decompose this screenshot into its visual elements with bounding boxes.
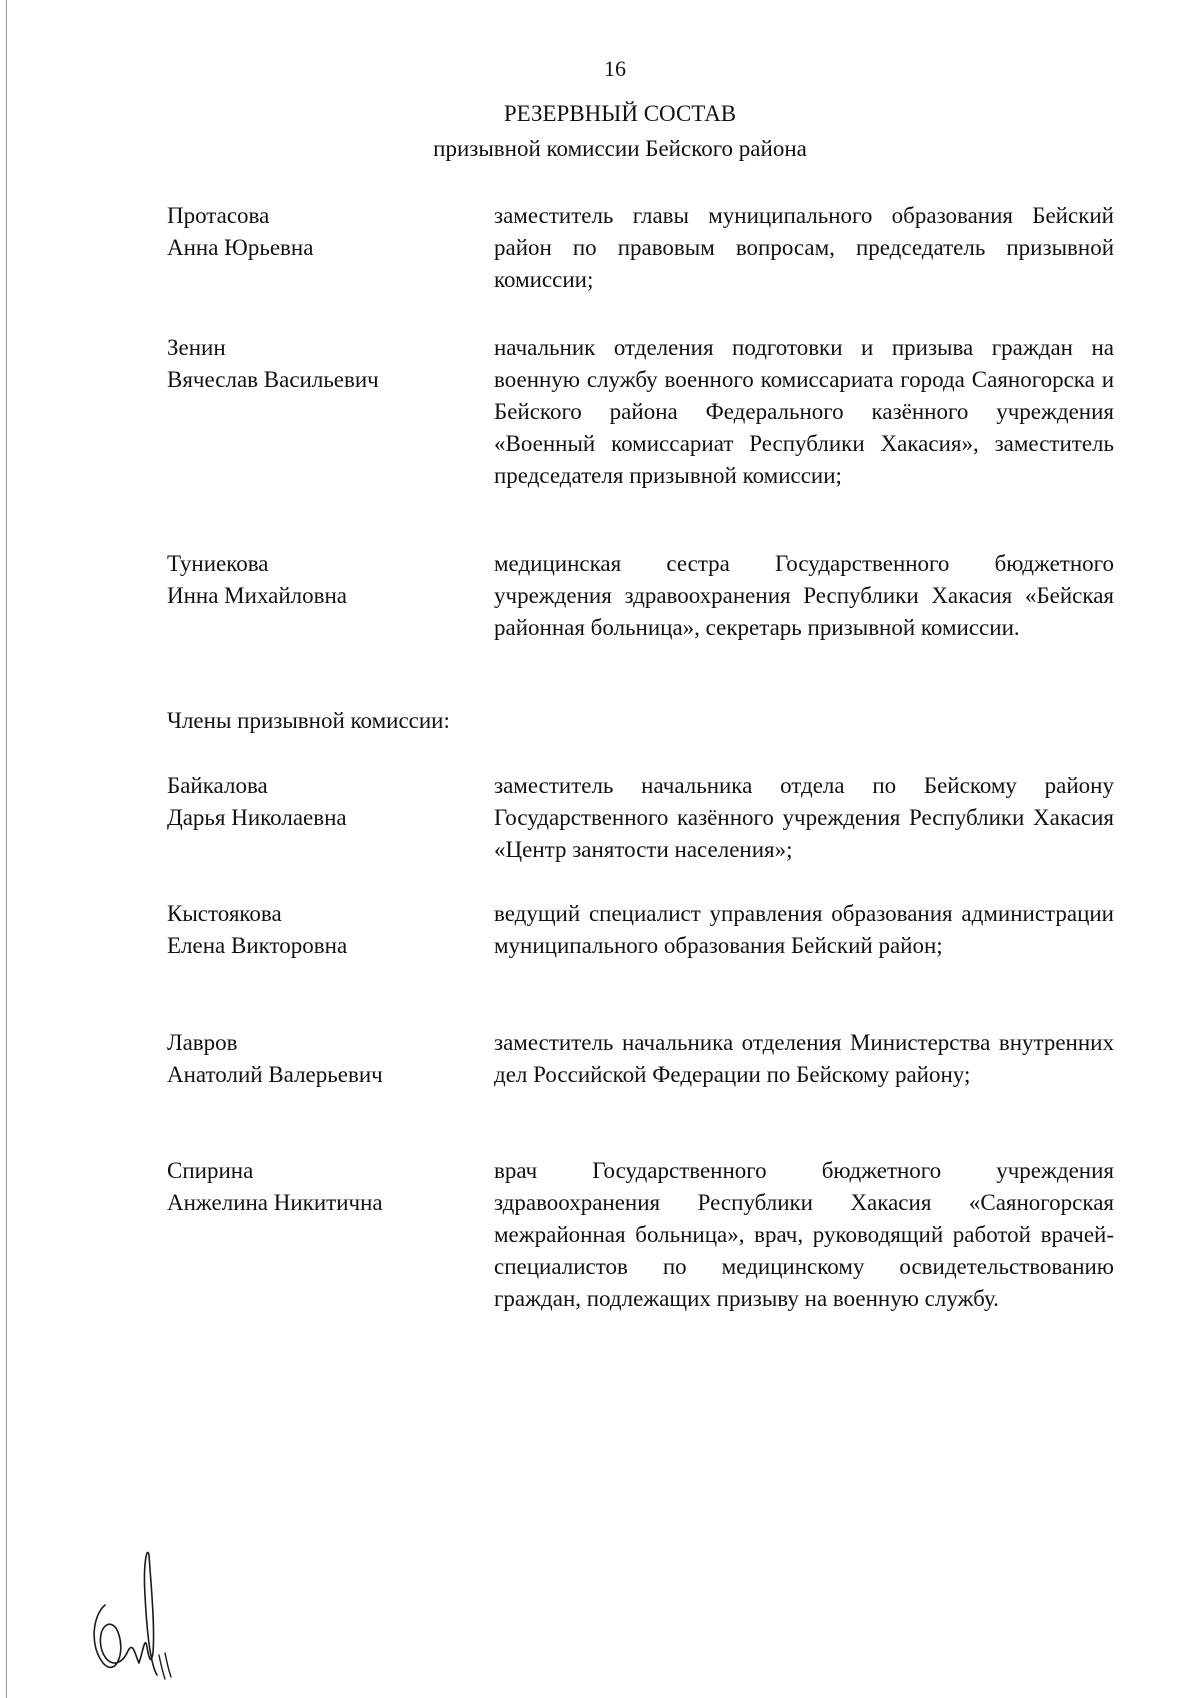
given-name: Елена Викторовна — [167, 933, 348, 958]
person-role: заместитель начальника отдела по Бейскому району Государственного казённого учреждения Республики Хакасия «Центр занятости населения»; — [494, 773, 1114, 862]
surname: Байкалова — [167, 773, 268, 798]
person-role: начальник отделения подготовки и призыва граждан на военную службу военного комиссариата города Саяногорска и Бейского района Федерального казённого учреждения «Военный комиссариат Республики Хакасия», заместитель председателя призывной комиссии; — [494, 335, 1114, 488]
person-name — [167, 1027, 467, 1091]
person-name — [167, 332, 467, 396]
person-role: врач Государственного бюджетного учреждения здравоохранения Республики Хакасия «Саяногорская межрайонная больница», врач, руководящий работой врачей-специалистов по медицинскому освидетельствованию граждан, подлежащих призыву на военную службу. — [494, 1158, 1114, 1311]
scan-edge-line — [6, 0, 7, 1698]
person-name — [167, 548, 467, 612]
given-name: Дарья Николаевна — [167, 805, 347, 830]
given-name: Анжелина Никитична — [167, 1190, 383, 1215]
person-role: медицинская сестра Государственного бюджетного учреждения здравоохранения Республики Хакасия «Бейская районная больница», секретарь призывной комиссии. — [494, 551, 1114, 640]
surname: Кыстоякова — [167, 901, 282, 926]
surname: Спирина — [167, 1158, 254, 1183]
person-role: ведущий специалист управления образования администрации муниципального образования Бейский район; — [494, 901, 1114, 958]
surname: Зенин — [167, 335, 226, 360]
document-title: РЕЗЕРВНЫЙ СОСТАВ — [503, 101, 737, 126]
document-subtitle: призывной комиссии Бейского района — [433, 136, 807, 161]
given-name: Вячеслав Васильевич — [167, 367, 379, 392]
person-role: заместитель начальника отделения Министерства внутренних дел Российской Федерации по Бейскому району; — [494, 1030, 1114, 1087]
given-name: Анатолий Валерьевич — [167, 1062, 383, 1087]
person-name — [167, 898, 467, 962]
surname: Протасова — [167, 203, 270, 228]
person-name — [167, 770, 467, 834]
person-name — [167, 1155, 467, 1219]
given-name: Анна Юрьевна — [167, 235, 314, 260]
surname: Туниекова — [167, 551, 269, 576]
handwritten-signature — [85, 1535, 175, 1685]
person-name — [167, 200, 467, 264]
surname: Лавров — [167, 1030, 238, 1055]
person-role: заместитель главы муниципального образования Бейский район по правовым вопросам, председатель призывной комиссии; — [494, 203, 1114, 292]
given-name: Инна Михайловна — [167, 583, 348, 608]
members-heading: Члены призывной комиссии: — [167, 708, 450, 733]
page-number: 16 — [604, 56, 626, 81]
